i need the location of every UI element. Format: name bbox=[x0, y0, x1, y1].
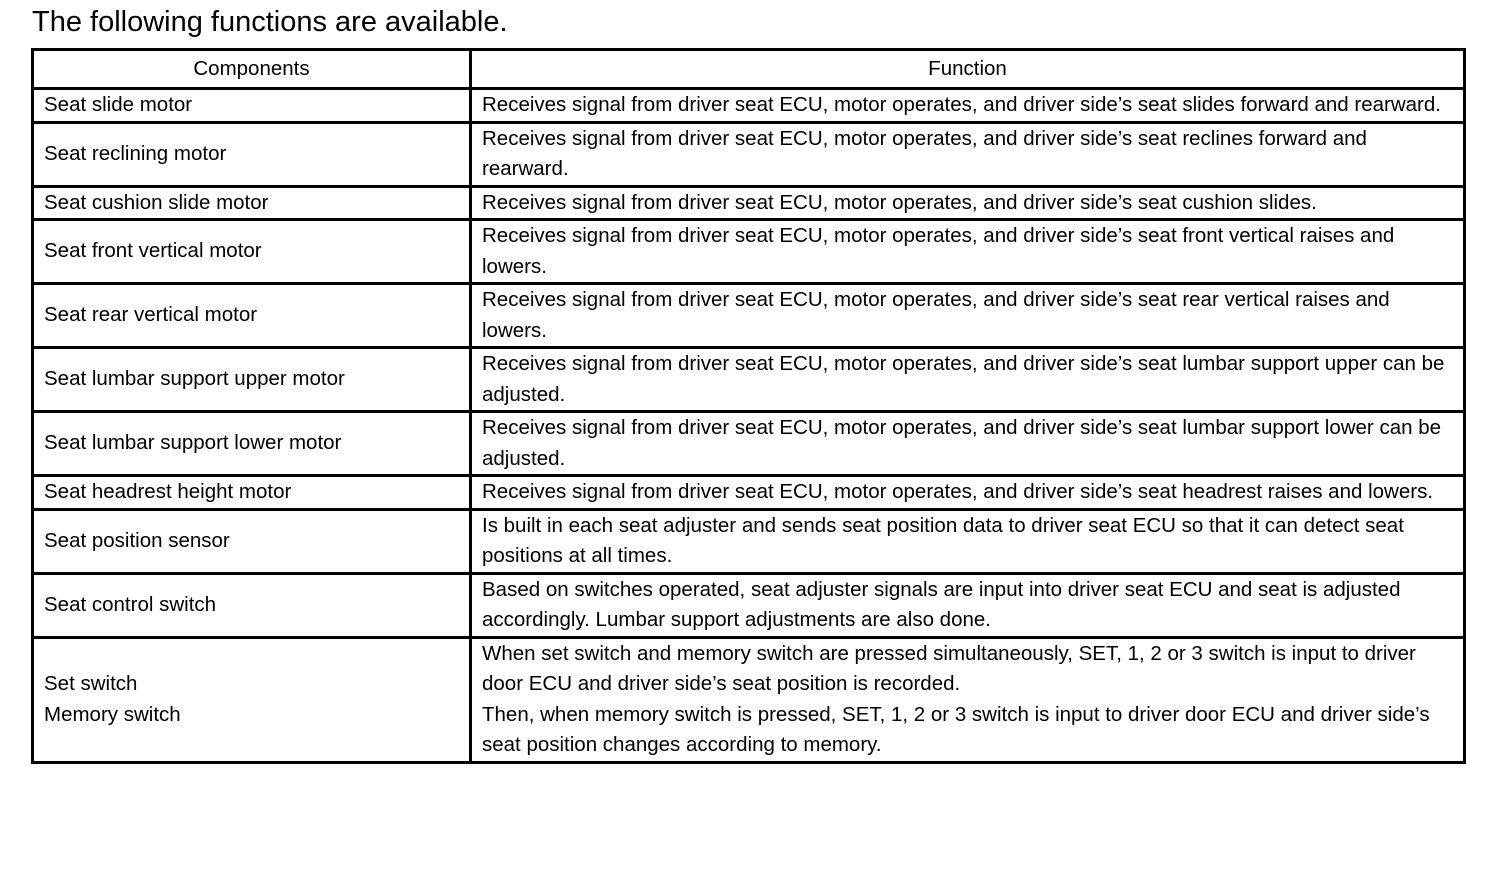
table-row bbox=[33, 89, 1465, 123]
table-row bbox=[33, 476, 1465, 510]
function-text: Receives signal from driver seat ECU, motor operates, and driver side’s seat reclines forward and rearward. bbox=[482, 126, 1367, 180]
function-cell bbox=[471, 573, 1465, 637]
function-cell bbox=[471, 637, 1465, 762]
function-text: Receives signal from driver seat ECU, motor operates, and driver side’s seat rear vertical raises and lowers. bbox=[482, 288, 1390, 342]
component-cell bbox=[33, 89, 471, 123]
table-body bbox=[33, 89, 1465, 763]
component-cell bbox=[33, 637, 471, 762]
functions-table bbox=[31, 48, 1466, 764]
component-cell bbox=[33, 412, 471, 476]
function-text: Then, when memory switch is pressed, SET, 1, 2 or 3 switch is input to driver door ECU and driver side’s seat position changes according to memory. bbox=[482, 702, 1430, 756]
component-label: Set switch bbox=[44, 672, 138, 695]
component-cell bbox=[33, 186, 471, 220]
table-header-row bbox=[33, 50, 1465, 89]
function-cell bbox=[471, 220, 1465, 284]
function-text: Receives signal from driver seat ECU, motor operates, and driver side’s seat front vertical raises and lowers. bbox=[482, 224, 1395, 278]
component-cell bbox=[33, 122, 471, 186]
function-cell bbox=[471, 412, 1465, 476]
table-row bbox=[33, 348, 1465, 412]
component-label: Seat reclining motor bbox=[44, 141, 227, 165]
table-row bbox=[33, 509, 1465, 573]
component-label: Seat cushion slide motor bbox=[44, 190, 269, 214]
function-text: Receives signal from driver seat ECU, motor operates, and driver side’s seat lumbar support upper can be adjusted. bbox=[482, 352, 1445, 406]
component-label: Seat front vertical motor bbox=[44, 239, 262, 263]
table-row bbox=[33, 573, 1465, 637]
table-row bbox=[33, 637, 1465, 762]
component-cell bbox=[33, 284, 471, 348]
component-label: Seat lumbar support upper motor bbox=[44, 367, 345, 391]
table-row bbox=[33, 122, 1465, 186]
function-cell bbox=[471, 476, 1465, 510]
component-label: Memory switch bbox=[44, 702, 181, 726]
component-cell bbox=[33, 348, 471, 412]
function-text: Receives signal from driver seat ECU, motor operates, and driver side’s seat lumbar support lower can be adjusted. bbox=[482, 416, 1441, 470]
function-text: Based on switches operated, seat adjuster signals are input into driver seat ECU and seat is adjusted accordingly. Lumbar support adjustments are also done. bbox=[482, 577, 1401, 631]
function-text: Receives signal from driver seat ECU, motor operates, and driver side’s seat slides forward and rearward. bbox=[482, 93, 1441, 116]
component-cell bbox=[33, 220, 471, 284]
component-cell bbox=[33, 509, 471, 573]
function-cell bbox=[471, 122, 1465, 186]
header-function: Function bbox=[471, 50, 1465, 89]
table-row bbox=[33, 186, 1465, 220]
table-row bbox=[33, 412, 1465, 476]
component-label: Seat lumbar support lower motor bbox=[44, 431, 342, 455]
component-cell bbox=[33, 476, 471, 510]
component-label: Seat rear vertical motor bbox=[44, 303, 258, 327]
function-text: Receives signal from driver seat ECU, motor operates, and driver side’s seat headrest raises and lowers. bbox=[482, 480, 1434, 503]
function-cell bbox=[471, 509, 1465, 573]
component-cell bbox=[33, 573, 471, 637]
function-cell bbox=[471, 186, 1465, 220]
function-text: When set switch and memory switch are pressed simultaneously, SET, 1, 2 or 3 switch is input to driver door ECU and driver side’s seat position is recorded. bbox=[482, 641, 1416, 695]
component-label: Seat control switch bbox=[44, 592, 217, 616]
component-label: Seat headrest height motor bbox=[44, 480, 292, 503]
table-row bbox=[33, 284, 1465, 348]
function-cell bbox=[471, 348, 1465, 412]
function-cell bbox=[471, 284, 1465, 348]
table-row bbox=[33, 220, 1465, 284]
function-cell bbox=[471, 89, 1465, 123]
page-heading: The following functions are available. bbox=[32, 6, 508, 38]
header-components: Components bbox=[33, 50, 471, 89]
function-text: Is built in each seat adjuster and sends seat position data to driver seat ECU so that it can detect seat positions at all times. bbox=[482, 513, 1404, 567]
function-text: Receives signal from driver seat ECU, motor operates, and driver side’s seat cushion slides. bbox=[482, 190, 1317, 214]
component-label: Seat position sensor bbox=[44, 528, 230, 552]
component-label: Seat slide motor bbox=[44, 93, 193, 116]
